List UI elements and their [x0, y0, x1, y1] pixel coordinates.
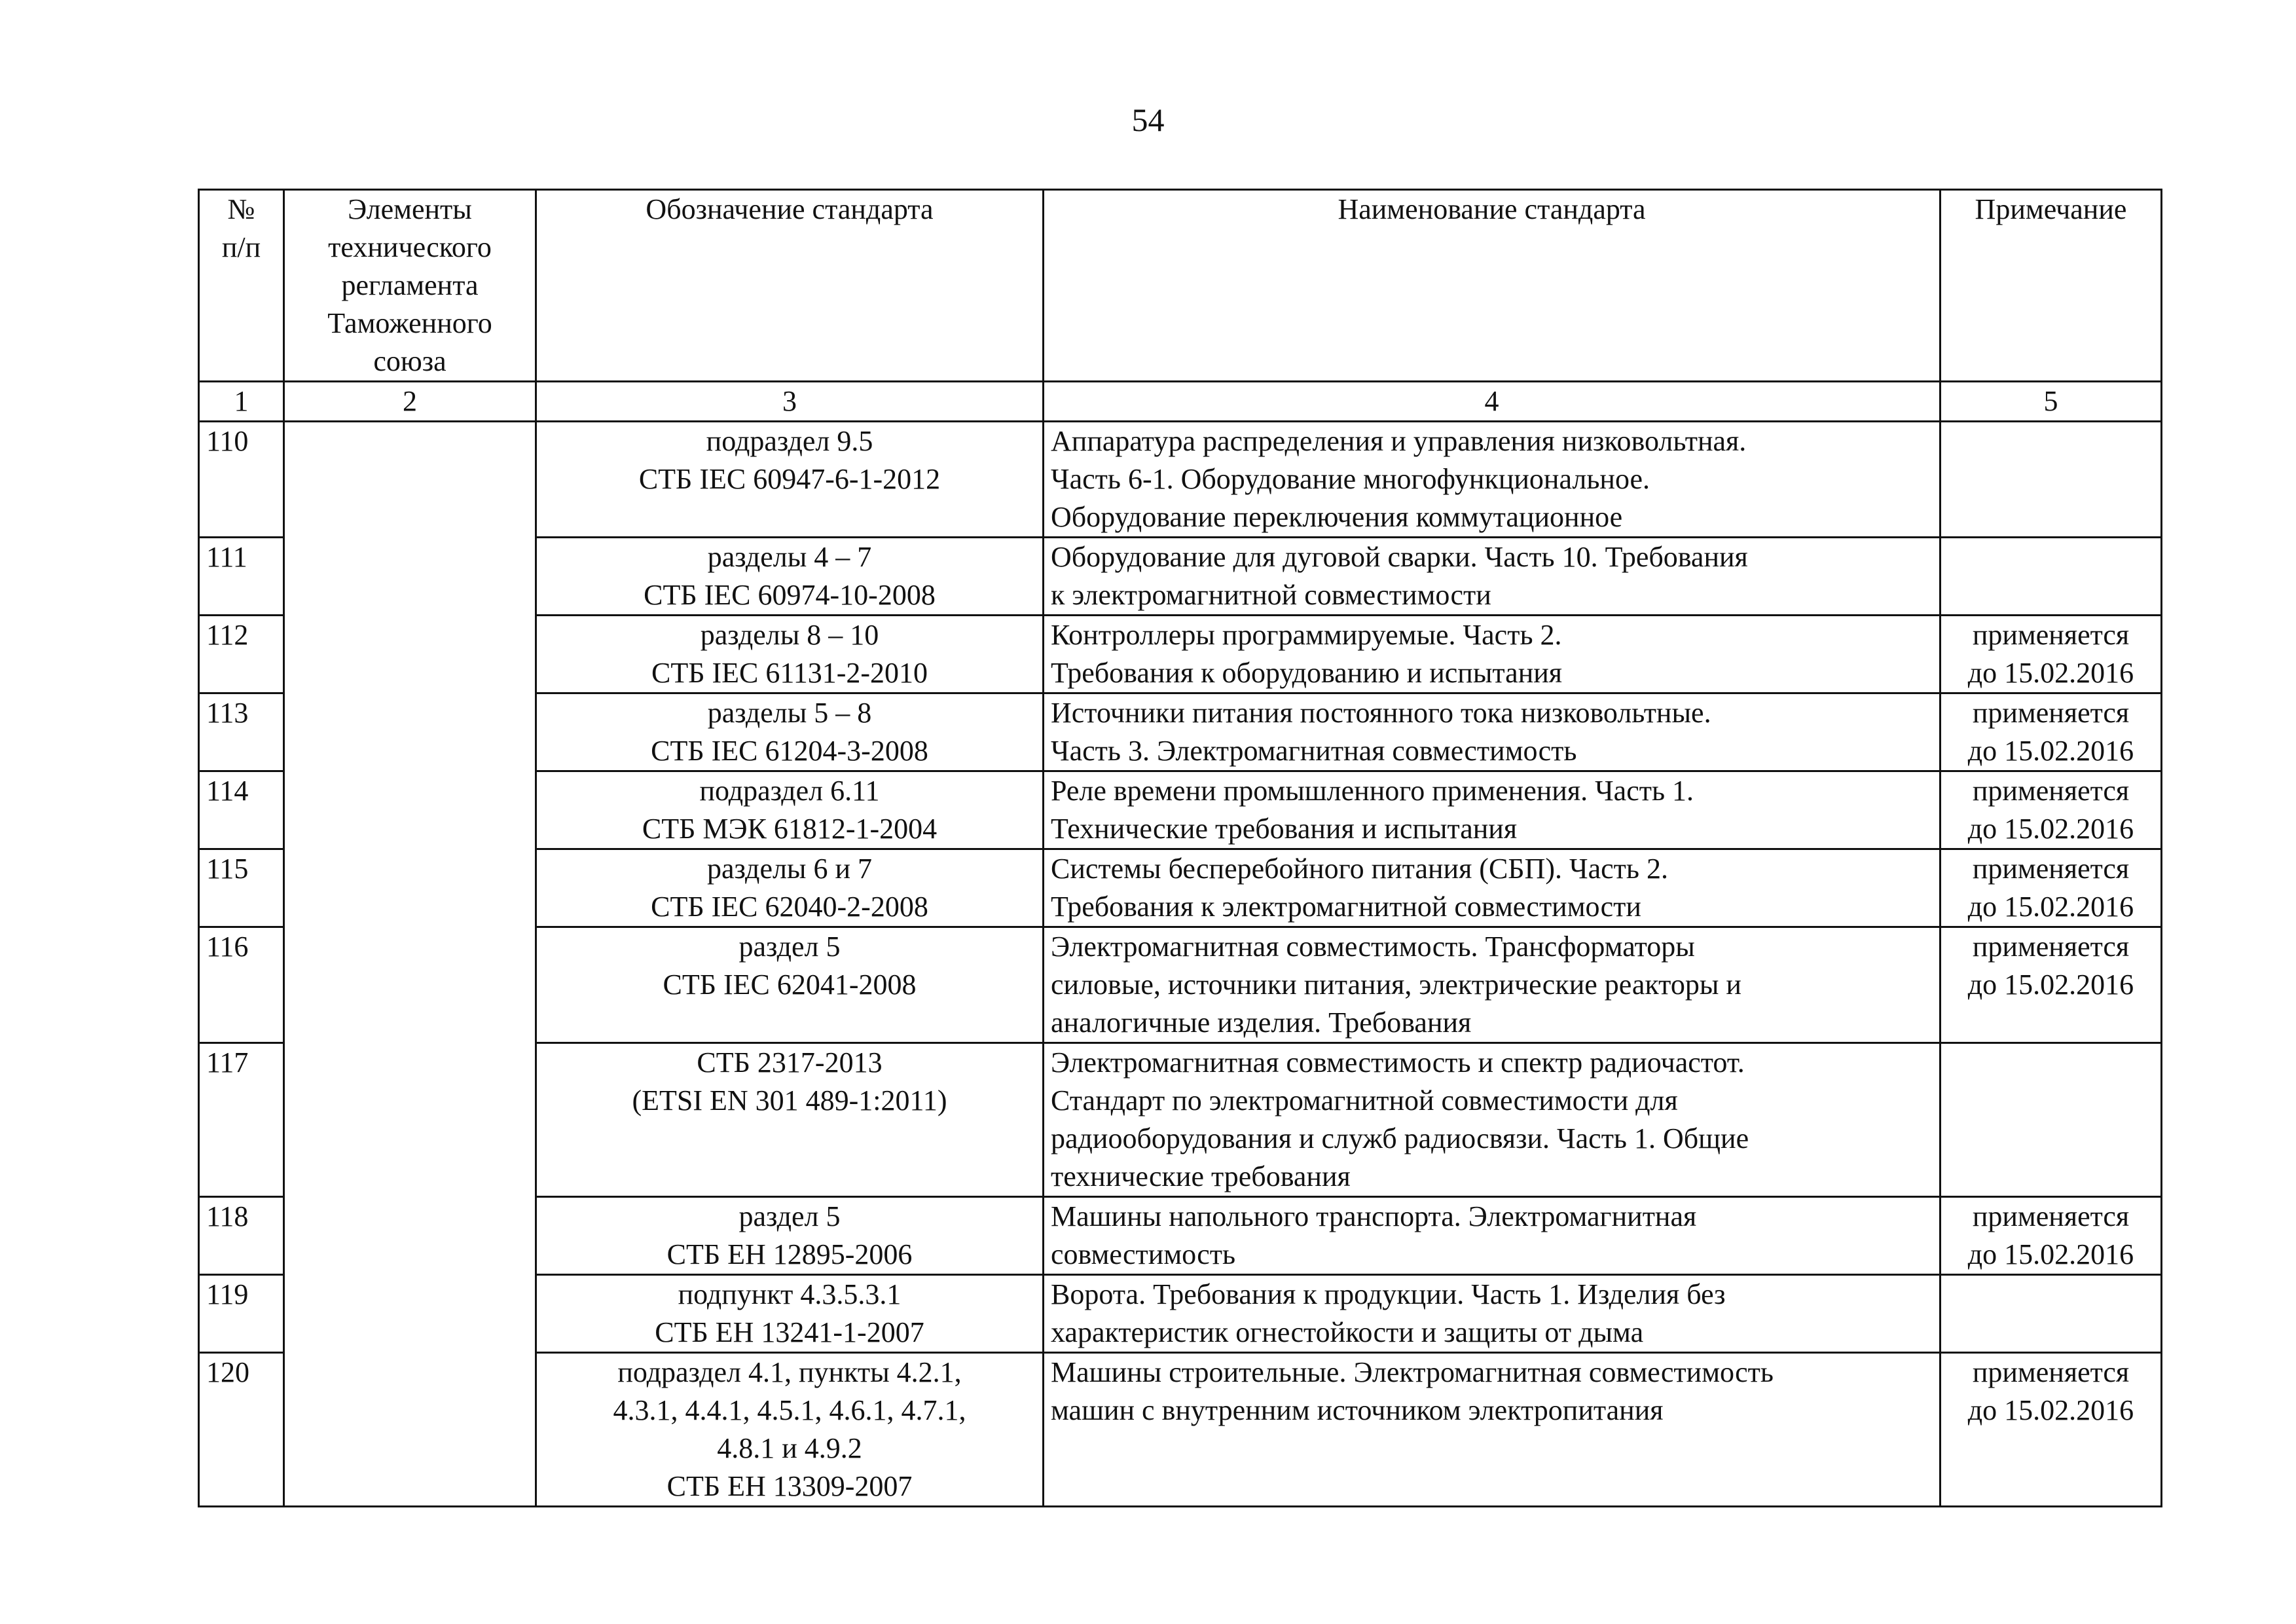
name-cell-line: Электромагнитная совместимость и спектр радиочастот. — [1051, 1046, 1745, 1079]
note-cell-line: применяется — [1972, 619, 2130, 651]
designation-cell-line: разделы 5 – 8 — [707, 697, 872, 729]
designation-cell-line: разделы 6 и 7 — [706, 853, 873, 885]
name-cell-line: к электромагнитной совместимости — [1051, 579, 1491, 611]
name-cell-line: Требования к электромагнитной совместимости — [1051, 891, 1641, 923]
name-cell-line: Машины строительные. Электромагнитная совместимость — [1051, 1356, 1774, 1388]
designation-cell-line: подпункт 4.3.5.3.1 — [678, 1278, 902, 1310]
designation-cell-line: подраздел 9.5 — [706, 425, 873, 457]
note-cell — [1941, 1353, 2162, 1507]
header-designation: Обозначение стандарта — [536, 190, 1044, 382]
name-cell-line: технические требования — [1051, 1160, 1351, 1192]
elements-cell — [284, 422, 536, 1507]
header-name: Наименование стандарта — [1044, 190, 1941, 382]
note-cell-line: применяется — [1972, 931, 2130, 963]
note-cell-line: применяется — [1972, 775, 2130, 807]
column-number: 5 — [1941, 382, 2162, 422]
name-cell-line: характеристик огнестойкости и защиты от дыма — [1051, 1316, 1644, 1348]
note-cell-line: до 15.02.2016 — [1967, 1394, 2134, 1426]
page-number: 54 — [1131, 101, 1165, 138]
name-cell — [1044, 616, 1941, 693]
row-number: 119 — [199, 1275, 284, 1353]
table-body — [199, 422, 2162, 1507]
designation-cell-line: 4.8.1 и 4.9.2 — [717, 1432, 862, 1464]
name-cell — [1044, 771, 1941, 849]
name-cell-line: Машины напольного транспорта. Электромагнитная — [1051, 1200, 1697, 1232]
name-cell-line: Контроллеры программируемые. Часть 2. — [1051, 619, 1562, 651]
designation-cell — [536, 1275, 1044, 1353]
note-cell-line: применяется — [1972, 1356, 2130, 1388]
column-number: 4 — [1044, 382, 1941, 422]
name-cell — [1044, 693, 1941, 771]
note-cell — [1941, 849, 2162, 927]
name-cell — [1044, 1043, 1941, 1197]
column-number: 2 — [284, 382, 536, 422]
name-cell-line: Оборудование переключения коммутационное — [1051, 501, 1623, 533]
name-cell-line: Технические требования и испытания — [1051, 813, 1518, 845]
designation-cell-line: СТБ IEC 61131-2-2010 — [651, 657, 928, 689]
designation-cell-line: разделы 8 – 10 — [700, 619, 879, 651]
designation-cell — [536, 538, 1044, 616]
row-number: 118 — [199, 1197, 284, 1275]
header-num-line: п/п — [221, 231, 261, 263]
designation-cell-line: (ETSI EN 301 489-1:2011) — [632, 1084, 947, 1116]
designation-cell — [536, 422, 1044, 538]
table-row — [199, 422, 2162, 538]
row-number: 114 — [199, 771, 284, 849]
name-cell-line: Источники питания постоянного тока низковольтные. — [1051, 697, 1711, 729]
name-cell — [1044, 1197, 1941, 1275]
designation-cell-line: СТБ IEC 60947-6-1-2012 — [638, 463, 941, 495]
name-cell-line: силовые, источники питания, электрические реакторы и — [1051, 969, 1741, 1001]
header-elements-line: Таможенного — [327, 307, 492, 339]
note-cell — [1941, 538, 2162, 616]
note-cell — [1941, 1197, 2162, 1275]
name-cell — [1044, 849, 1941, 927]
designation-cell-line: СТБ 2317-2013 — [697, 1046, 883, 1079]
name-cell — [1044, 1275, 1941, 1353]
note-cell-line: до 15.02.2016 — [1967, 891, 2134, 923]
designation-cell-line: 4.3.1, 4.4.1, 4.5.1, 4.6.1, 4.7.1, — [613, 1394, 966, 1426]
note-cell-line: до 15.02.2016 — [1967, 813, 2134, 845]
designation-cell — [536, 927, 1044, 1043]
name-cell-line: Часть 6-1. Оборудование многофункциональное. — [1051, 463, 1650, 495]
designation-cell-line: раздел 5 — [738, 931, 841, 963]
header-elements-line: Элементы — [348, 193, 472, 225]
header-num-line: № — [227, 193, 255, 225]
designation-cell-line: СТБ IEC 62040-2-2008 — [651, 891, 928, 923]
header-elements-line: регламента — [341, 269, 479, 301]
designation-cell-line: СТБ ЕН 13309-2007 — [666, 1470, 913, 1502]
designation-cell-line: подраздел 6.11 — [699, 775, 880, 807]
name-cell — [1044, 1353, 1941, 1507]
note-cell — [1941, 616, 2162, 693]
note-cell — [1941, 771, 2162, 849]
note-cell-line: до 15.02.2016 — [1967, 657, 2134, 689]
column-number: 1 — [199, 382, 284, 422]
name-cell-line: Ворота. Требования к продукции. Часть 1. Изделия без — [1051, 1278, 1726, 1310]
row-number: 113 — [199, 693, 284, 771]
note-cell — [1941, 927, 2162, 1043]
standards-table — [198, 189, 2162, 1507]
name-cell-line: Реле времени промышленного применения. Часть 1. — [1051, 775, 1694, 807]
name-cell — [1044, 538, 1941, 616]
row-number: 120 — [199, 1353, 284, 1507]
note-cell-line: до 15.02.2016 — [1967, 969, 2134, 1001]
name-cell-line: радиооборудования и служб радиосвязи. Часть 1. Общие — [1051, 1122, 1749, 1154]
designation-cell-line: СТБ IEC 62041-2008 — [663, 969, 917, 1001]
header-note: Примечание — [1941, 190, 2162, 382]
row-number: 116 — [199, 927, 284, 1043]
name-cell-line: Требования к оборудованию и испытания — [1051, 657, 1563, 689]
name-cell — [1044, 422, 1941, 538]
name-cell-line: совместимость — [1051, 1238, 1236, 1270]
designation-cell — [536, 1197, 1044, 1275]
row-number: 110 — [199, 422, 284, 538]
name-cell — [1044, 927, 1941, 1043]
row-number: 115 — [199, 849, 284, 927]
header-elements — [284, 190, 536, 382]
name-cell-line: Системы бесперебойного питания (СБП). Часть 2. — [1051, 853, 1668, 885]
column-number-row — [199, 382, 2162, 422]
table-header — [199, 190, 2162, 422]
row-number: 111 — [199, 538, 284, 616]
note-cell-line: до 15.02.2016 — [1967, 1238, 2134, 1270]
designation-cell — [536, 771, 1044, 849]
name-cell-line: Аппаратура распределения и управления низковольтная. — [1051, 425, 1747, 457]
header-num — [199, 190, 284, 382]
designation-cell-line: разделы 4 – 7 — [707, 541, 872, 573]
name-cell-line: аналогичные изделия. Требования — [1051, 1006, 1472, 1039]
note-cell-line: до 15.02.2016 — [1967, 735, 2134, 767]
note-cell — [1941, 422, 2162, 538]
row-number: 117 — [199, 1043, 284, 1197]
column-number: 3 — [536, 382, 1044, 422]
designation-cell-line: СТБ IEC 60974-10-2008 — [644, 579, 936, 611]
name-cell-line: Стандарт по электромагнитной совместимости для — [1051, 1084, 1678, 1116]
designation-cell-line: СТБ ЕН 12895-2006 — [666, 1238, 913, 1270]
name-cell-line: Электромагнитная совместимость. Трансформаторы — [1051, 931, 1695, 963]
designation-cell-line: раздел 5 — [738, 1200, 841, 1232]
note-cell-line: применяется — [1972, 1200, 2130, 1232]
designation-cell — [536, 1353, 1044, 1507]
name-cell-line: машин с внутренним источником электропитания — [1051, 1394, 1664, 1426]
note-cell — [1941, 693, 2162, 771]
designation-cell — [536, 616, 1044, 693]
designation-cell-line: подраздел 4.1, пункты 4.2.1, — [617, 1356, 962, 1388]
header-elements-line: технического — [328, 231, 492, 263]
note-cell — [1941, 1275, 2162, 1353]
designation-cell — [536, 693, 1044, 771]
name-cell-line: Часть 3. Электромагнитная совместимость — [1051, 735, 1577, 767]
note-cell-line: применяется — [1972, 697, 2130, 729]
designation-cell-line: СТБ IEC 61204-3-2008 — [651, 735, 928, 767]
designation-cell — [536, 849, 1044, 927]
row-number: 112 — [199, 616, 284, 693]
name-cell-line: Оборудование для дуговой сварки. Часть 10. Требования — [1051, 541, 1748, 573]
header-elements-line: союза — [373, 345, 446, 377]
note-cell-line: применяется — [1972, 853, 2130, 885]
note-cell — [1941, 1043, 2162, 1197]
designation-cell — [536, 1043, 1044, 1197]
designation-cell-line: СТБ ЕН 13241-1-2007 — [655, 1316, 924, 1348]
designation-cell-line: СТБ МЭК 61812-1-2004 — [642, 813, 938, 845]
